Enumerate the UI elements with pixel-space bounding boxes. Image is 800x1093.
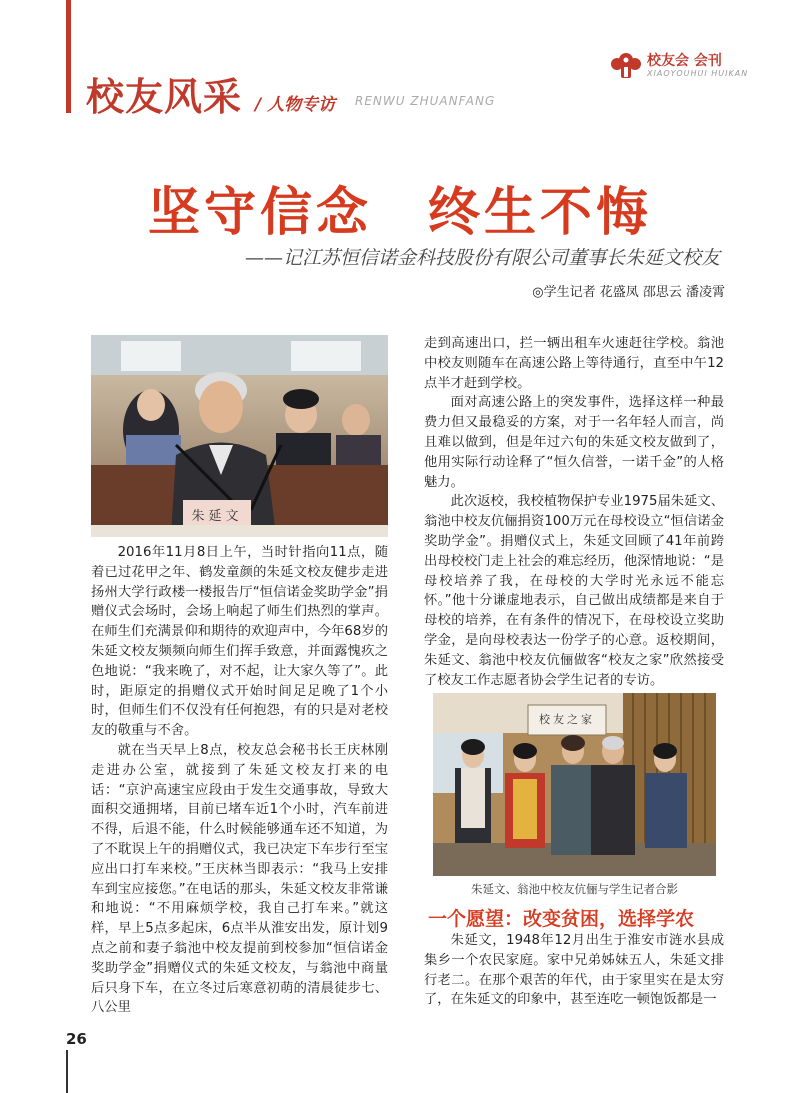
section-accent-bar: [66, 0, 71, 113]
paragraph: 此次返校，我校植物保护专业1975届朱延文、翁池中校友伉俪捐资100万元在母校设立“恒信诺金奖助学金”。捐赠仪式上，朱延文回顾了41年前跨出母校校门走上社会的难忘经历，他深情地说：“是母校培养了我，在母校的大学时光永远不能忘怀。”他十分谦虚地表示，自己做出成绩都是来自于母校的培养，在有条件的情况下，在母校设立奖助学金，是向母校表达一份学子的心意。返校期间，朱延文、翁池中校友伉俪做客“校友之家”欣然接受了校友工作志愿者协会学生记者的专访。: [424, 494, 724, 688]
right-column-bottom: [424, 931, 724, 1010]
alumni-association-logo-icon: [609, 50, 643, 82]
article-headline: 坚守信念 终生不悔: [147, 183, 652, 243]
section-subheading: 一个愿望：改变贫困，选择学农: [428, 908, 695, 930]
article-subheadline: ——记江苏恒信诺金科技股份有限公司董事长朱延文校友: [244, 247, 720, 269]
photo-nameplate: 朱延文: [191, 509, 243, 524]
paragraph: 走到高速出口，拦一辆出租车火速赶往学校。翁池中校友则随车在高速公路上等待通行，直至中午12点半才赶到学校。: [424, 336, 724, 391]
logo-pinyin: XIAOYOUHUI HUIKAN: [647, 69, 749, 78]
right-column-top: [424, 334, 724, 690]
paragraph: 朱延文，1948年12月出生于淮安市涟水县成集乡一个农民家庭。家中兄弟姊妹五人，朱延文排行老二。在那个艰苦的年代，由于家里实在是太穷了，在朱延文的印象中，甚至连吃一顿饱饭都是一: [424, 933, 724, 1008]
page-number: 26: [66, 1030, 87, 1048]
masthead-logo: [609, 50, 749, 86]
section-title: 校友风采: [86, 75, 243, 119]
footer-rule: [66, 1050, 68, 1093]
article-byline: ◎学生记者 花盛凤 邵思云 潘凌霄: [532, 285, 725, 300]
photo-group: [433, 693, 716, 876]
section-pinyin: RENWU ZHUANFANG: [355, 94, 496, 108]
section-subtitle: / 人物专访: [255, 95, 336, 115]
paragraph: 面对高速公路上的突发事件，选择这样一种最费力但又最稳妥的方案，对于一名年轻人而言，尚且难以做到，但是年过六旬的朱延文校友做到了，他用实际行动诠释了“恒久信誉，一诺千金”的人格魅力。: [424, 395, 724, 490]
left-column: [91, 543, 388, 1018]
paragraph: 2016年11月8日上午，当时针指向11点，随着已过花甲之年、鹤发童颜的朱延文校友健步走进扬州大学行政楼一楼报告厅“恒信诺金奖助学金”捐赠仪式会场时，会场上响起了师生们热烈的掌声。在师生们充满景仰和期待的欢迎声中，今年68岁的朱延文校友频频向师生们挥手致意，并面露愧疚之色地说：“我来晚了，对不起，让大家久等了”。此时，距原定的捐赠仪式开始时间足足晚了1个小时，但师生们不仅没有任何抱怨，有的只是对老校友的敬重与不舍。: [91, 545, 388, 739]
paragraph: 就在当天早上8点，校友总会秘书长王庆林刚走进办公室，就接到了朱延文校友打来的电话：“京沪高速宝应段由于发生交通事故，导致大面积交通拥堵，目前已堵车近1个小时，汽车前进不得，后退不能，什么时候能够通车还不知道，为了不耽误上午的捐赠仪式，我已决定下车步行至宝应出口打车来校。”王庆林当即表示：“我马上安排车到宝应接您。”在电话的那头，朱延文校友非常谦和地说：“不用麻烦学校，我自己打车来。”就这样，早上5点多起床，6点半从淮安出发，原计划9点之前和妻子翁池中校友提前到校参加“恒信诺金奖助学金”捐赠仪式的朱延文校友，与翁池中商量后只身下车，在立冬过后寒意初萌的清晨徒步七、八公里: [91, 742, 388, 1016]
logo-title: 校友会 会刊: [647, 53, 722, 69]
photo-caption: 朱延文、翁池中校友伉俪与学生记者合影: [471, 882, 678, 896]
photo-donor-speaking: [91, 335, 388, 537]
photo-sign: 校友之家: [539, 713, 595, 726]
